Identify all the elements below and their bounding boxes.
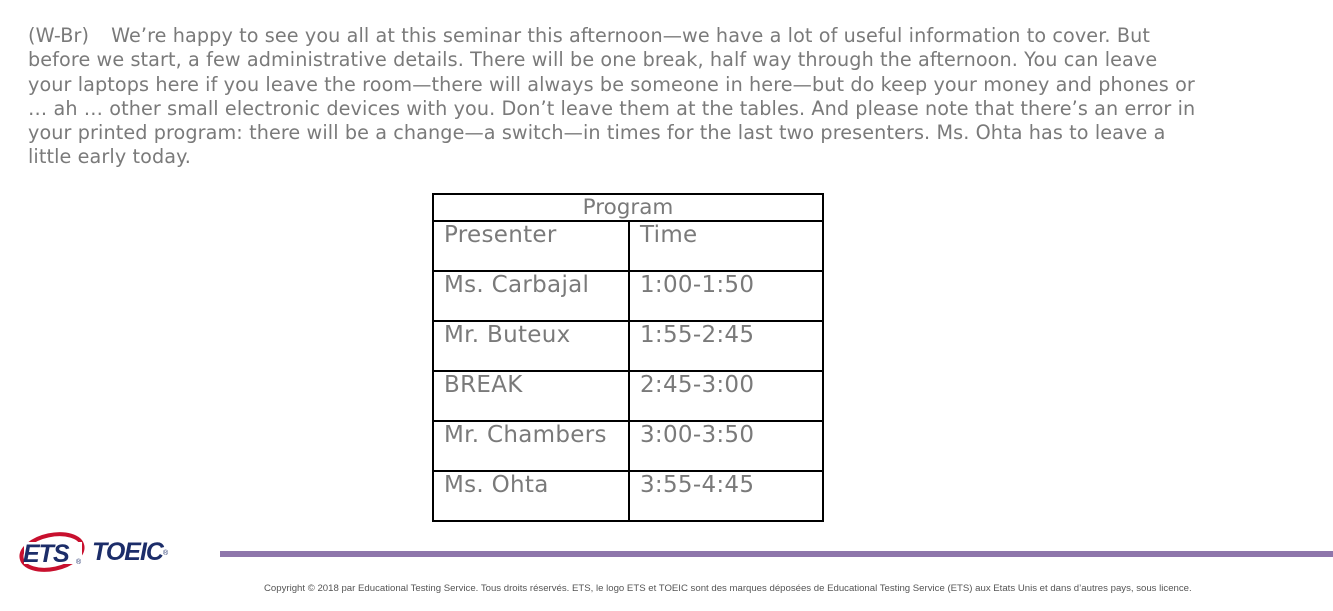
time-cell: 3:55-4:45 (629, 471, 823, 521)
copyright-footer: Copyright © 2018 par Educational Testing Service. Tous droits réservés. ETS, le logo ETS et TOEIC sont des marques déposées de Educational Testing Service (ETS) aux Etats Unis et dans d’autres pays, sous licence. (264, 583, 1192, 594)
time-cell: 2:45-3:00 (629, 371, 823, 421)
presenter-cell: Mr. Chambers (433, 421, 629, 471)
ets-registered-mark: ® (76, 559, 82, 566)
time-cell: 1:55-2:45 (629, 321, 823, 371)
transcript-paragraph (28, 24, 1198, 170)
table-row (433, 371, 823, 421)
presenter-cell: Mr. Buteux (433, 321, 629, 371)
ets-toeic-logo (18, 528, 178, 576)
program-table (432, 193, 824, 522)
table-row (433, 321, 823, 371)
ets-logo-text: ETS (23, 540, 69, 568)
time-cell: 3:00-3:50 (629, 421, 823, 471)
header-time: Time (629, 221, 823, 271)
transcript-text: We’re happy to see you all at this seminar this afternoon—we have a lot of useful information to cover. But before we start, a few administrative details. There will be one break, half way through the afternoon. You can leave your laptops here if you leave the room—there will always be someone in here—but do keep your money and phones or … ah … other small electronic devices with you. Don’t leave them at the tables. And please note that there’s an error in your printed program: there will be a change—a switch—in times for the last two presenters. Ms. Ohta has to leave a little early today. (28, 24, 1196, 169)
header-presenter: Presenter (433, 221, 629, 271)
ets-logo-icon (18, 528, 90, 576)
presenter-cell: Ms. Ohta (433, 471, 629, 521)
presenter-cell: Ms. Carbajal (433, 271, 629, 321)
time-cell: 1:00-1:50 (629, 271, 823, 321)
toeic-registered-mark: ® (163, 550, 169, 557)
table-row (433, 471, 823, 521)
table-row (433, 271, 823, 321)
presenter-cell: BREAK (433, 371, 629, 421)
speaker-label: (W-Br) (28, 24, 90, 47)
toeic-logo-text: TOEIC (92, 538, 163, 566)
footer-divider (220, 551, 1333, 557)
program-title: Program (433, 194, 823, 221)
table-header-row (433, 221, 823, 271)
table-row (433, 421, 823, 471)
